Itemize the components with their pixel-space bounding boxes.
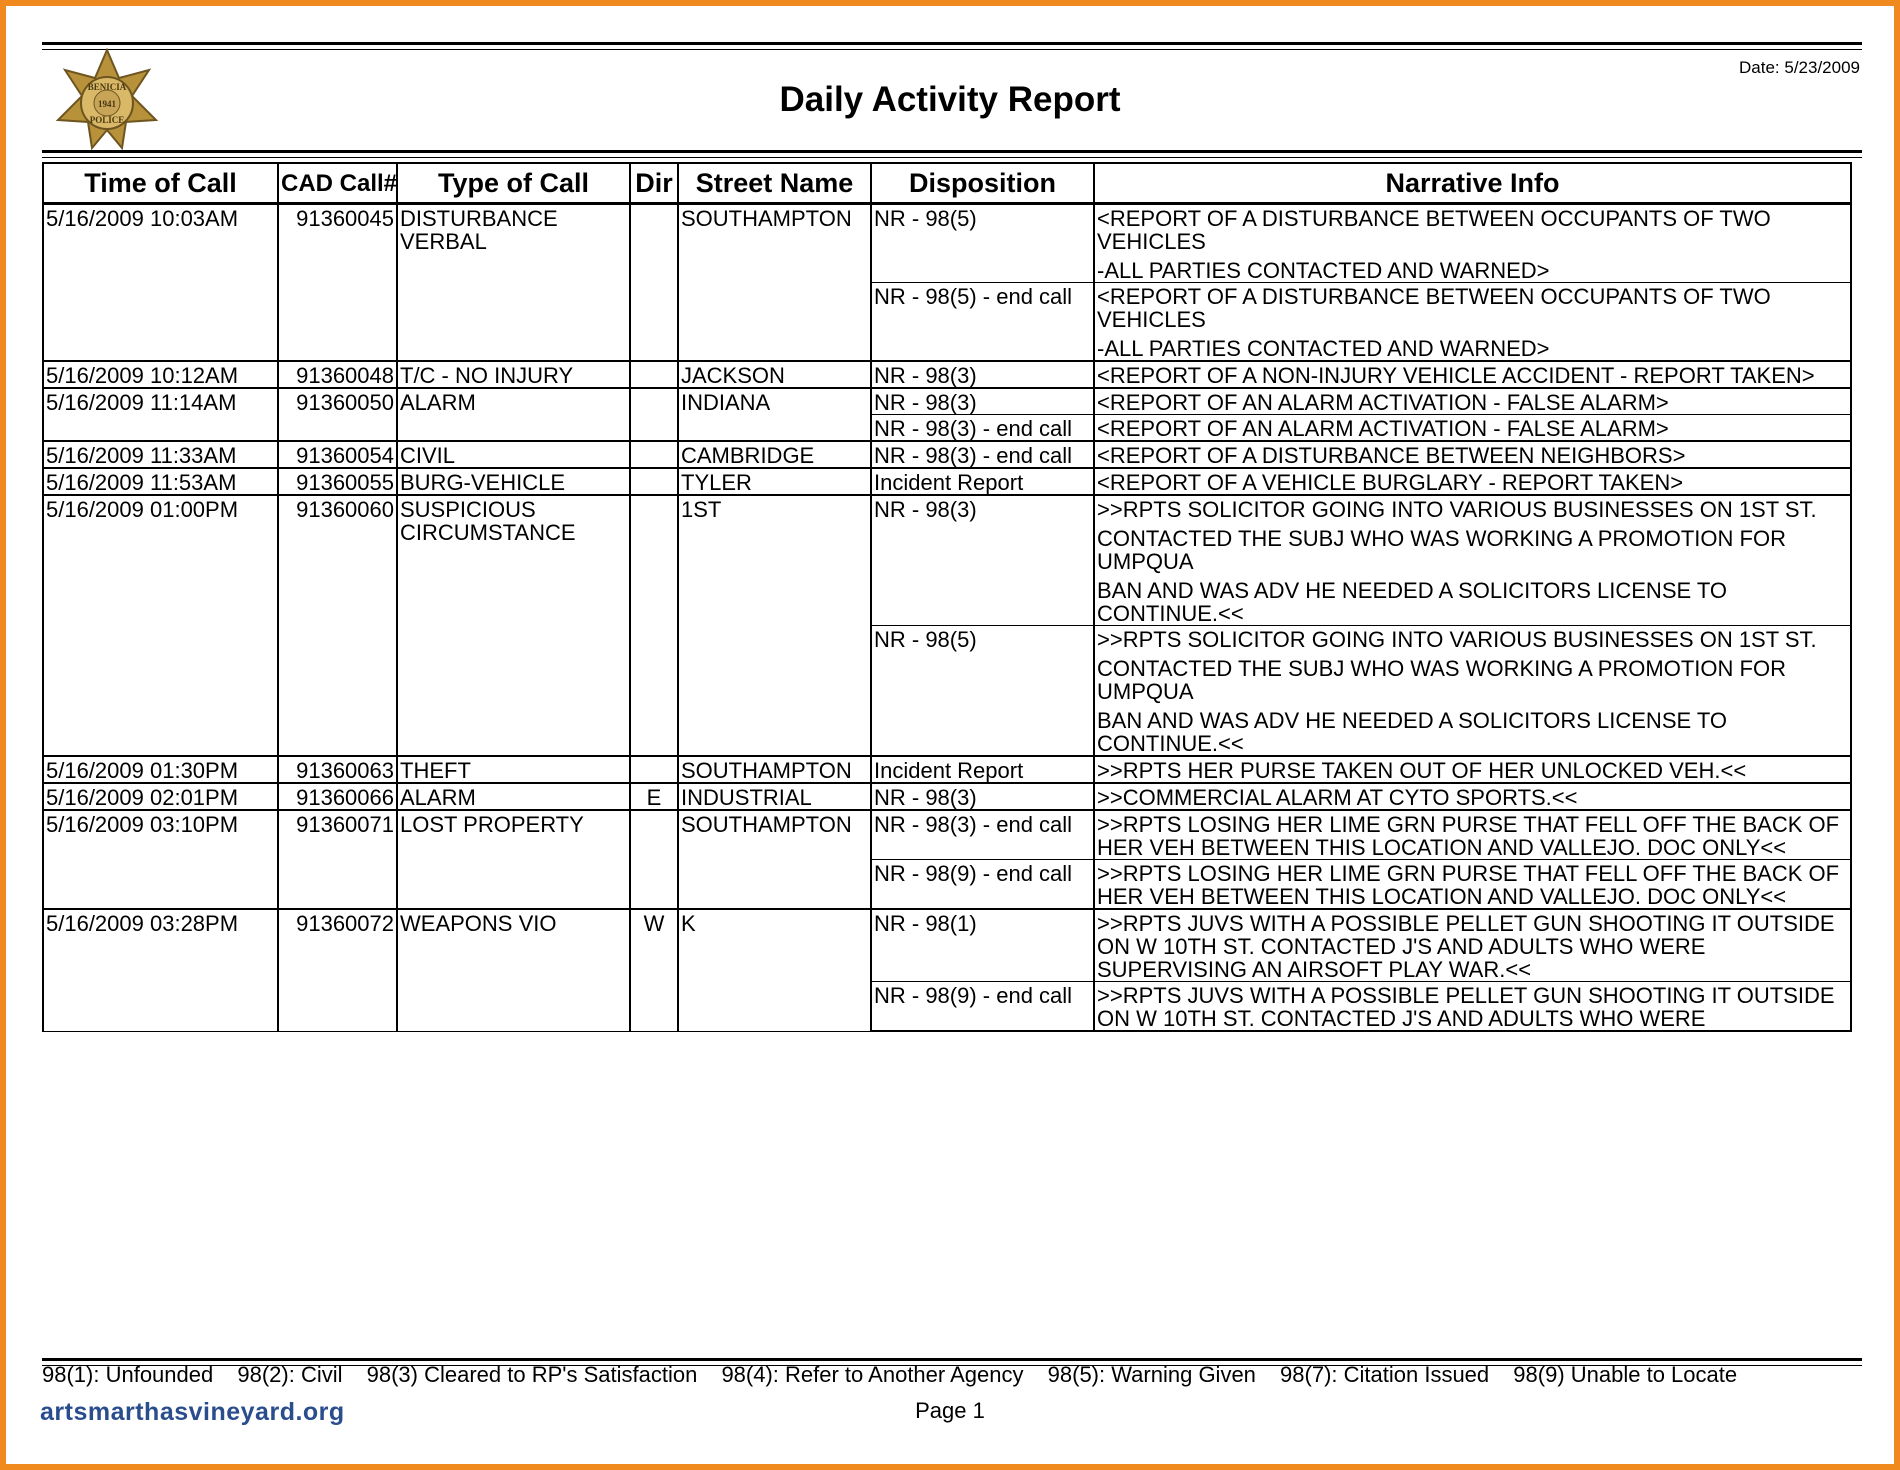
cell-cad: 91360054 xyxy=(278,441,397,468)
cell-type: SUSPICIOUS CIRCUMSTANCE xyxy=(397,495,630,756)
table-body xyxy=(43,204,1851,1032)
legend-item: 98(3) Cleared to RP's Satisfaction xyxy=(366,1362,698,1387)
cell-disposition: NR - 98(9) - end call xyxy=(871,860,1094,910)
cell-narrative xyxy=(1094,415,1851,442)
legend-item: 98(7): Citation Issued xyxy=(1280,1362,1490,1387)
cell-narrative xyxy=(1094,909,1851,982)
cell-dir: E xyxy=(630,783,678,810)
footer-rule xyxy=(42,1358,1862,1361)
cell-type: T/C - NO INJURY xyxy=(397,361,630,388)
cell-type: LOST PROPERTY xyxy=(397,810,630,909)
cell-cad: 91360045 xyxy=(278,204,397,362)
col-header-type: Type of Call xyxy=(397,163,630,204)
cell-dir xyxy=(630,204,678,362)
table-top-rule xyxy=(42,150,1862,153)
cell-dir: W xyxy=(630,909,678,1031)
cell-dir xyxy=(630,361,678,388)
cell-street: CAMBRIDGE xyxy=(678,441,871,468)
table-row xyxy=(43,441,1851,468)
table-row xyxy=(43,495,1851,626)
table-row xyxy=(43,810,1851,860)
col-header-dir: Dir xyxy=(630,163,678,204)
svg-text:POLICE: POLICE xyxy=(89,115,125,125)
cell-cad: 91360055 xyxy=(278,468,397,495)
cell-type: ALARM xyxy=(397,388,630,441)
cell-time: 5/16/2009 03:10PM xyxy=(43,810,278,909)
cell-narrative xyxy=(1094,626,1851,757)
cell-street: SOUTHAMPTON xyxy=(678,204,871,362)
legend-item: 98(4): Refer to Another Agency xyxy=(721,1362,1024,1387)
cell-narrative xyxy=(1094,783,1851,810)
cell-street: INDIANA xyxy=(678,388,871,441)
cell-type: CIVIL xyxy=(397,441,630,468)
table-header-row xyxy=(43,163,1851,204)
cell-disposition: NR - 98(3) xyxy=(871,783,1094,810)
cell-narrative xyxy=(1094,283,1851,362)
cell-disposition: NR - 98(3) - end call xyxy=(871,810,1094,860)
page-number: Page 1 xyxy=(915,1398,985,1423)
report-date: Date: 5/23/2009 xyxy=(1739,58,1860,77)
cell-dir xyxy=(630,756,678,783)
narrative-line: <REPORT OF A DISTURBANCE BETWEEN OCCUPANTS OF TWO VEHICLES xyxy=(1097,206,1771,254)
narrative-line: >>RPTS HER PURSE TAKEN OUT OF HER UNLOCKED VEH.<< xyxy=(1097,758,1747,783)
legend-item: 98(9) Unable to Locate xyxy=(1513,1362,1738,1387)
narrative-line: >>RPTS LOSING HER LIME GRN PURSE THAT FELL OFF THE BACK OF HER VEH BETWEEN THIS LOCATION AND VALLEJO. DOC ONLY<< xyxy=(1097,861,1840,909)
cell-time: 5/16/2009 11:33AM xyxy=(43,441,278,468)
narrative-line: <REPORT OF A NON-INJURY VEHICLE ACCIDENT - REPORT TAKEN> xyxy=(1097,363,1815,388)
narrative-line: <REPORT OF AN ALARM ACTIVATION - FALSE ALARM> xyxy=(1097,416,1669,441)
table-top-rule-thin xyxy=(42,157,1862,158)
col-header-narrative: Narrative Info xyxy=(1094,163,1851,204)
cell-cad: 91360063 xyxy=(278,756,397,783)
cell-disposition: NR - 98(3) xyxy=(871,388,1094,415)
cell-street: K xyxy=(678,909,871,1031)
header-rule-thin xyxy=(42,49,1862,50)
cell-time: 5/16/2009 01:30PM xyxy=(43,756,278,783)
cell-cad: 91360048 xyxy=(278,361,397,388)
cell-cad: 91360060 xyxy=(278,495,397,756)
cell-disposition: NR - 98(3) xyxy=(871,495,1094,626)
table-row xyxy=(43,361,1851,388)
cell-narrative xyxy=(1094,441,1851,468)
cell-disposition: NR - 98(5) xyxy=(871,626,1094,757)
cell-cad: 91360071 xyxy=(278,810,397,909)
narrative-line: >>RPTS JUVS WITH A POSSIBLE PELLET GUN SHOOTING IT OUTSIDE ON W 10TH ST. CONTACTED J'S AND ADULTS WHO WERE SUPERVISING AN AIRSOFT PLAY WAR.<< xyxy=(1097,911,1835,982)
cell-type: ALARM xyxy=(397,783,630,810)
cell-narrative xyxy=(1094,495,1851,626)
cell-time: 5/16/2009 10:12AM xyxy=(43,361,278,388)
cell-disposition: NR - 98(1) xyxy=(871,909,1094,982)
cell-cad: 91360072 xyxy=(278,909,397,1031)
cell-type: DISTURBANCE VERBAL xyxy=(397,204,630,362)
narrative-line: BAN AND WAS ADV HE NEEDED A SOLICITORS LICENSE TO CONTINUE.<< xyxy=(1097,578,1728,626)
cell-disposition: NR - 98(5) - end call xyxy=(871,283,1094,362)
report-title: Daily Activity Report xyxy=(779,80,1121,119)
cell-narrative xyxy=(1094,810,1851,860)
cell-time: 5/16/2009 11:53AM xyxy=(43,468,278,495)
legend-item: 98(1): Unfounded xyxy=(42,1362,214,1387)
cell-time: 5/16/2009 01:00PM xyxy=(43,495,278,756)
narrative-line: <REPORT OF AN ALARM ACTIVATION - FALSE ALARM> xyxy=(1097,390,1669,415)
table-row xyxy=(43,468,1851,495)
col-header-cad: CAD Call# xyxy=(278,163,397,204)
col-header-street: Street Name xyxy=(678,163,871,204)
narrative-line: <REPORT OF A DISTURBANCE BETWEEN OCCUPANTS OF TWO VEHICLES xyxy=(1097,284,1771,332)
cell-time: 5/16/2009 02:01PM xyxy=(43,783,278,810)
cell-street: SOUTHAMPTON xyxy=(678,810,871,909)
table-row xyxy=(43,756,1851,783)
cell-street: SOUTHAMPTON xyxy=(678,756,871,783)
col-header-disposition: Disposition xyxy=(871,163,1094,204)
cell-disposition: Incident Report xyxy=(871,756,1094,783)
cell-time: 5/16/2009 10:03AM xyxy=(43,204,278,362)
cell-narrative xyxy=(1094,468,1851,495)
narrative-line: >>RPTS SOLICITOR GOING INTO VARIOUS BUSINESSES ON 1ST ST. xyxy=(1097,497,1817,522)
cell-type: BURG-VEHICLE xyxy=(397,468,630,495)
cell-dir xyxy=(630,495,678,756)
activity-table xyxy=(42,162,1852,1032)
narrative-line: BAN AND WAS ADV HE NEEDED A SOLICITORS LICENSE TO CONTINUE.<< xyxy=(1097,708,1728,756)
table-row xyxy=(43,783,1851,810)
cell-narrative xyxy=(1094,204,1851,283)
narrative-line: CONTACTED THE SUBJ WHO WAS WORKING A PROMOTION FOR UMPQUA xyxy=(1097,526,1786,574)
cell-narrative xyxy=(1094,860,1851,910)
narrative-line: >>RPTS LOSING HER LIME GRN PURSE THAT FELL OFF THE BACK OF HER VEH BETWEEN THIS LOCATION AND VALLEJO. DOC ONLY<< xyxy=(1097,812,1840,860)
disposition-legend xyxy=(42,1362,1862,1388)
table-row xyxy=(43,204,1851,283)
cell-disposition: NR - 98(5) xyxy=(871,204,1094,283)
col-header-time: Time of Call xyxy=(43,163,278,204)
cell-disposition: NR - 98(3) - end call xyxy=(871,415,1094,442)
cell-dir xyxy=(630,441,678,468)
cell-disposition: NR - 98(9) - end call xyxy=(871,982,1094,1032)
cell-dir xyxy=(630,388,678,441)
cell-narrative xyxy=(1094,982,1851,1032)
table-row xyxy=(43,388,1851,415)
cell-type: THEFT xyxy=(397,756,630,783)
narrative-line: >>COMMERCIAL ALARM AT CYTO SPORTS.<< xyxy=(1097,785,1578,810)
narrative-line: CONTACTED THE SUBJ WHO WAS WORKING A PROMOTION FOR UMPQUA xyxy=(1097,656,1786,704)
cell-type: WEAPONS VIO xyxy=(397,909,630,1031)
narrative-line: <REPORT OF A DISTURBANCE BETWEEN NEIGHBORS> xyxy=(1097,443,1686,468)
svg-text:1941: 1941 xyxy=(98,99,116,109)
legend-item: 98(5): Warning Given xyxy=(1047,1362,1256,1387)
watermark-link[interactable]: artsmarthasvineyard.org xyxy=(40,1398,345,1426)
narrative-line: >>RPTS SOLICITOR GOING INTO VARIOUS BUSINESSES ON 1ST ST. xyxy=(1097,627,1817,652)
cell-narrative xyxy=(1094,361,1851,388)
cell-street: JACKSON xyxy=(678,361,871,388)
cell-narrative xyxy=(1094,756,1851,783)
narrative-line: -ALL PARTIES CONTACTED AND WARNED> xyxy=(1097,258,1550,283)
cell-dir xyxy=(630,810,678,909)
cell-time: 5/16/2009 03:28PM xyxy=(43,909,278,1031)
cell-disposition: Incident Report xyxy=(871,468,1094,495)
svg-text:BENICIA: BENICIA xyxy=(87,82,127,92)
header-rule xyxy=(42,42,1862,45)
narrative-line: <REPORT OF A VEHICLE BURGLARY - REPORT TAKEN> xyxy=(1097,470,1684,495)
cell-street: TYLER xyxy=(678,468,871,495)
cell-street: 1ST xyxy=(678,495,871,756)
cell-disposition: NR - 98(3) - end call xyxy=(871,441,1094,468)
cell-cad: 91360066 xyxy=(278,783,397,810)
cell-narrative xyxy=(1094,388,1851,415)
cell-dir xyxy=(630,468,678,495)
cell-street: INDUSTRIAL xyxy=(678,783,871,810)
cell-cad: 91360050 xyxy=(278,388,397,441)
cell-disposition: NR - 98(3) xyxy=(871,361,1094,388)
legend-item: 98(2): Civil xyxy=(237,1362,343,1387)
table-row xyxy=(43,909,1851,982)
narrative-line: -ALL PARTIES CONTACTED AND WARNED> xyxy=(1097,336,1550,361)
narrative-line: >>RPTS JUVS WITH A POSSIBLE PELLET GUN SHOOTING IT OUTSIDE ON W 10TH ST. CONTACTED J'S AND ADULTS WHO WERE xyxy=(1097,983,1835,1031)
cell-time: 5/16/2009 11:14AM xyxy=(43,388,278,441)
